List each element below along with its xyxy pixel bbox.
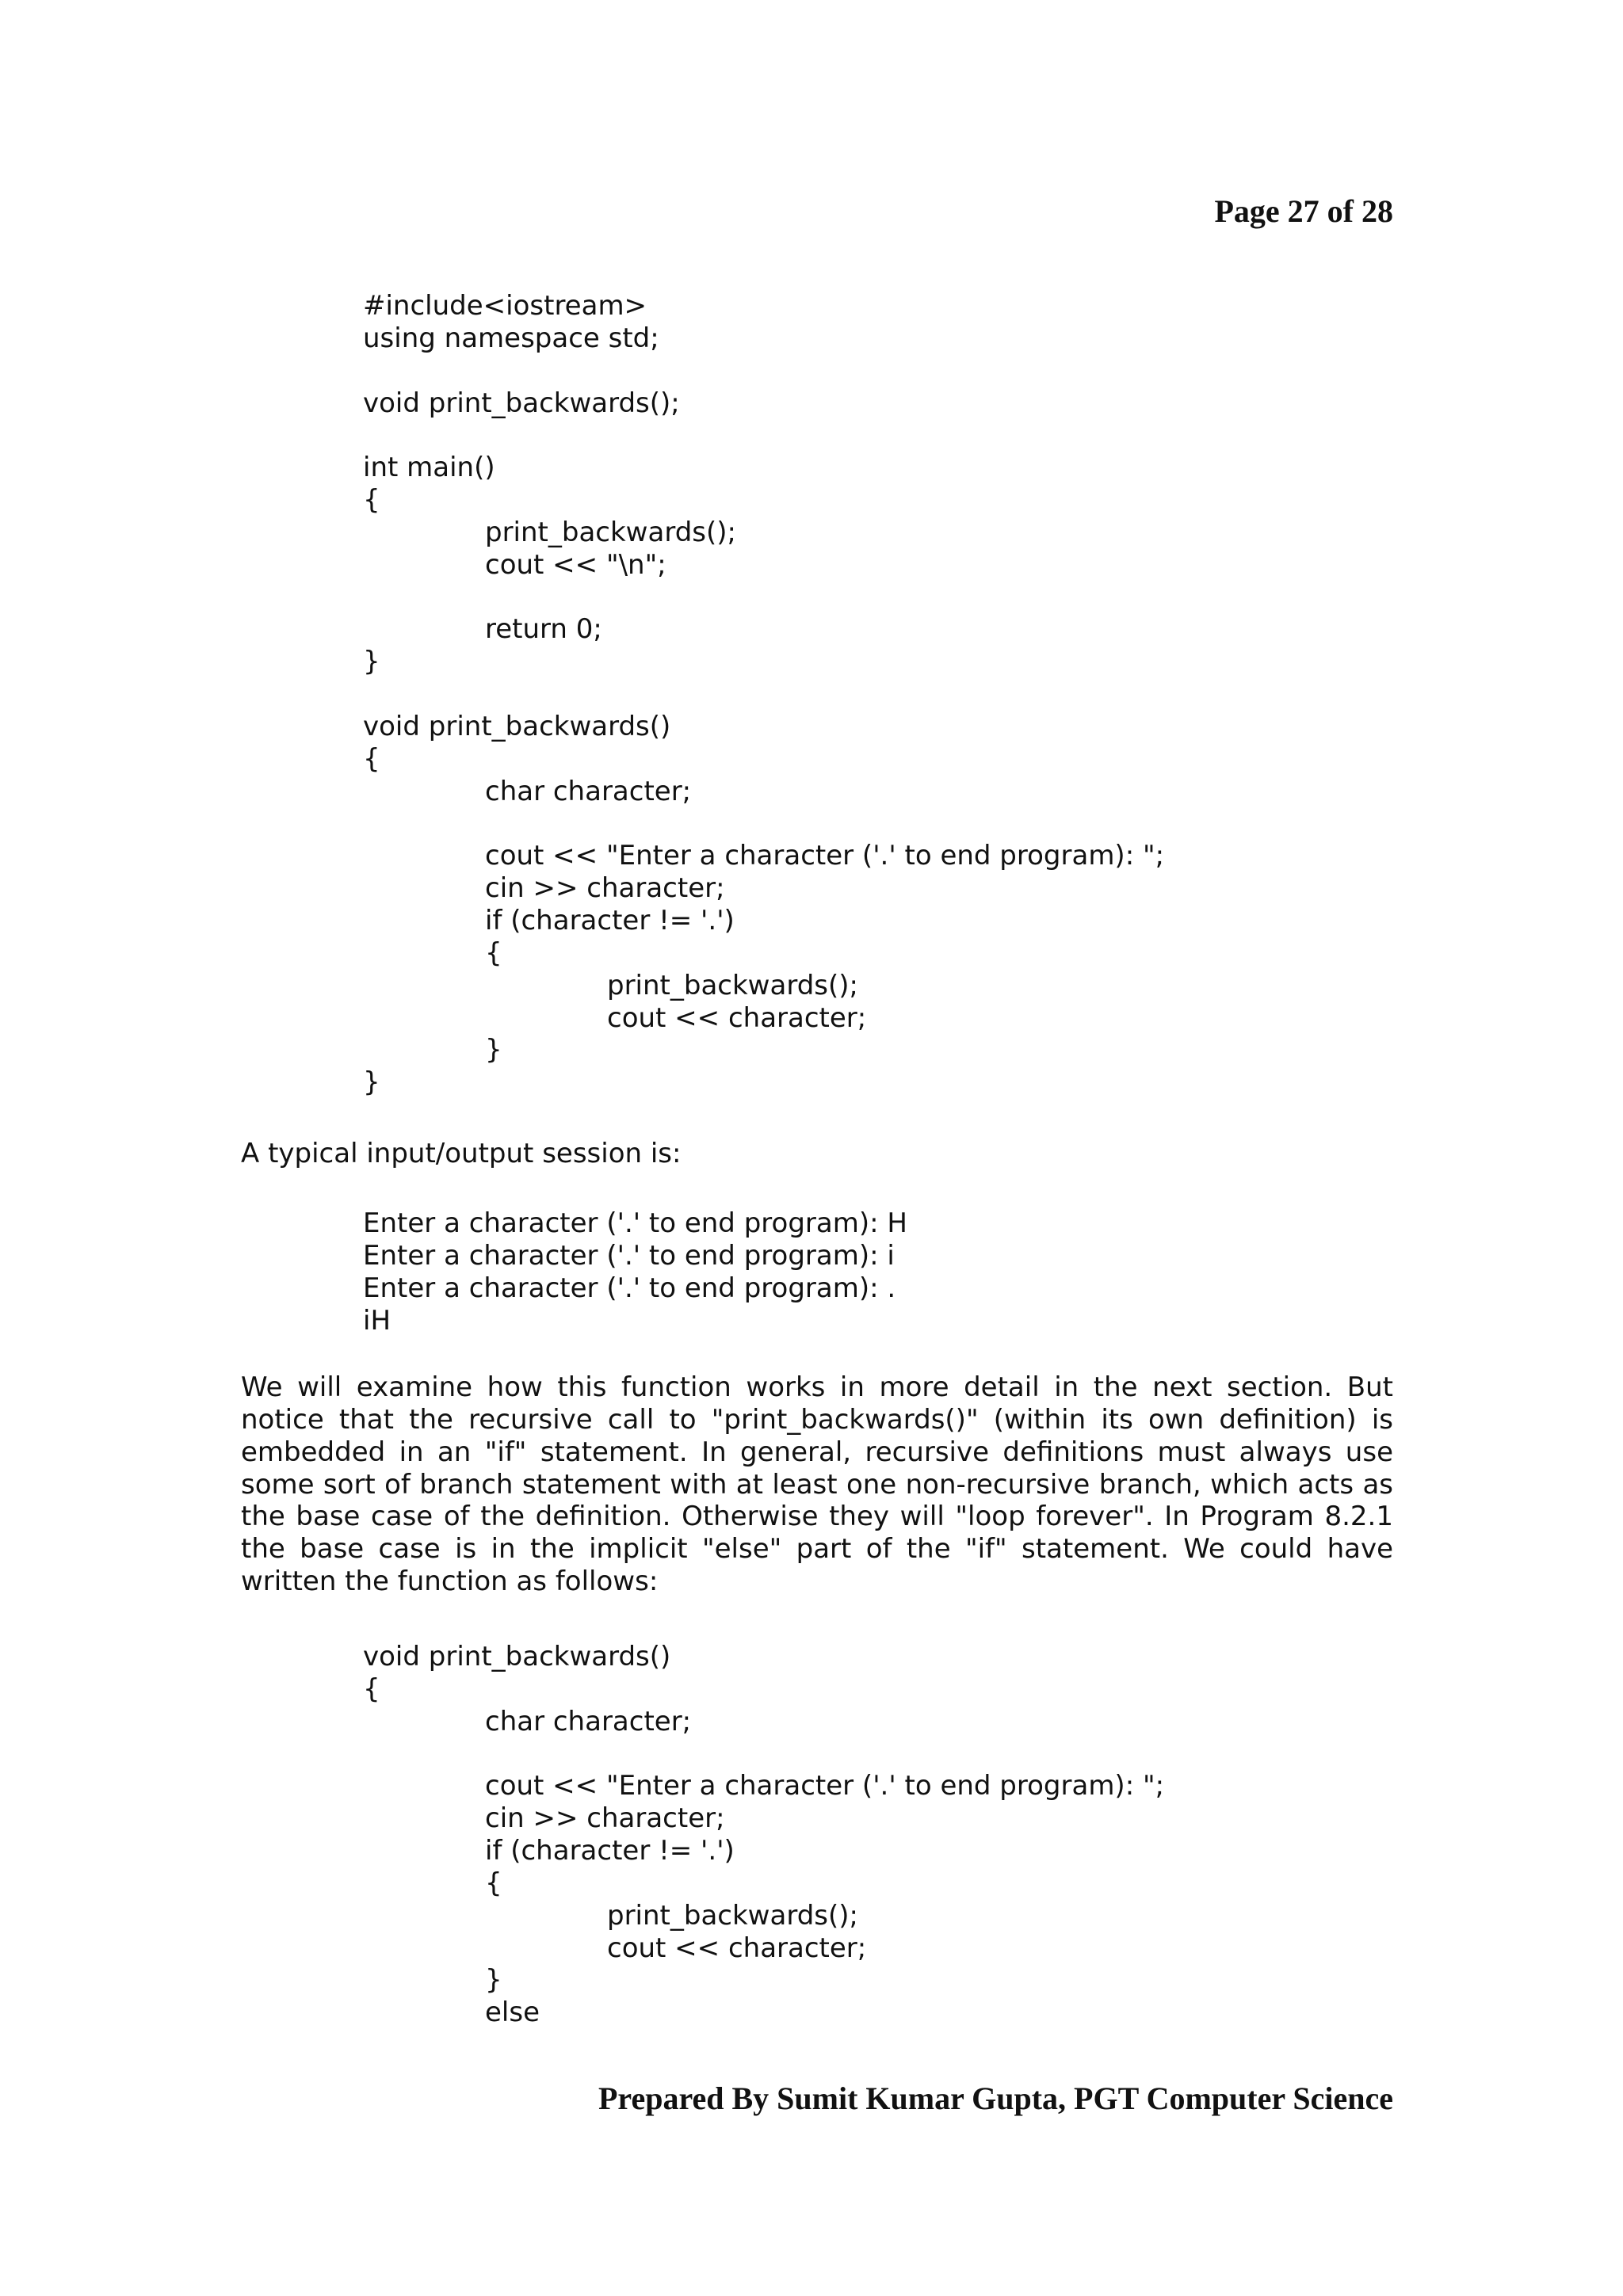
- session-intro: A typical input/output session is:: [241, 1138, 682, 1169]
- code-line: void print_backwards(): [363, 710, 671, 742]
- code-line: cout << "Enter a character ('.' to end program): ";: [485, 1770, 1165, 1802]
- paragraph-line: notice that the recursive call to "print_backwards()" (within its own definition) is: [241, 1403, 1393, 1436]
- code-blank-line: [363, 419, 1164, 452]
- paragraph-line: the base case of the definition. Otherwise they will "loop forever". In Program 8.2.1: [241, 1501, 1393, 1533]
- output-line: Enter a character ('.' to end program): H: [363, 1207, 907, 1239]
- paragraph-line: some sort of branch statement with at least one non-recursive branch, which acts as: [241, 1468, 1393, 1501]
- code-line: }: [363, 1066, 380, 1099]
- code-line: {: [485, 936, 502, 969]
- code-line: cout << character;: [607, 1932, 867, 1964]
- footer-credit: Prepared By Sumit Kumar Gupta, PGT Computer Science: [598, 2081, 1393, 2116]
- code-line: }: [485, 1034, 502, 1066]
- code-line: {: [363, 484, 380, 517]
- code-line: {: [363, 1672, 380, 1705]
- output-line: Enter a character ('.' to end program): i: [363, 1239, 895, 1272]
- code-line: print_backwards();: [607, 969, 858, 1001]
- output-line: Enter a character ('.' to end program): .: [363, 1272, 896, 1304]
- code-line: cin >> character;: [485, 872, 725, 905]
- code-line: using namespace std;: [363, 322, 659, 354]
- code-line: print_backwards();: [607, 1899, 858, 1932]
- code-line: char character;: [485, 1705, 692, 1737]
- session-output: [363, 1207, 907, 1337]
- code-line: {: [485, 1867, 502, 1899]
- code-block-program: [363, 290, 1164, 1099]
- code-line: if (character != '.'): [485, 905, 735, 937]
- code-blank-line: [363, 808, 1164, 841]
- code-blank-line: [363, 355, 1164, 387]
- code-line: void print_backwards();: [363, 387, 680, 419]
- code-line: int main(): [363, 452, 495, 484]
- paragraph-line: We will examine how this function works in more detail in the next section. But: [241, 1371, 1393, 1403]
- paragraph-line: the base case is in the implicit "else" part of the "if" statement. We could have: [241, 1533, 1393, 1566]
- code-line: char character;: [485, 775, 692, 807]
- code-line: }: [363, 646, 380, 678]
- output-line: iH: [363, 1304, 391, 1337]
- paragraph-line: written the function as follows:: [241, 1566, 659, 1598]
- paragraph-line: embedded in an "if" statement. In general, recursive definitions must always use: [241, 1436, 1393, 1468]
- page-number: Page 27 of 28: [1214, 193, 1393, 229]
- code-line: if (character != '.'): [485, 1835, 735, 1867]
- code-line: else: [485, 1997, 540, 2029]
- code-blank-line: [363, 1738, 1164, 1771]
- code-line: void print_backwards(): [363, 1641, 671, 1672]
- code-line: return 0;: [485, 613, 602, 646]
- code-line: #include<iostream>: [363, 290, 647, 322]
- explanation-paragraph: [241, 1371, 1393, 1598]
- code-blank-line: [363, 678, 1164, 711]
- code-blank-line: [363, 582, 1164, 614]
- code-line: {: [363, 742, 380, 775]
- code-line: cout << "Enter a character ('.' to end program): ";: [485, 840, 1165, 872]
- code-line: cout << "\n";: [485, 548, 666, 581]
- code-line: cin >> character;: [485, 1802, 725, 1835]
- code-block-rewritten: [363, 1641, 1164, 2029]
- code-line: }: [485, 1964, 502, 1997]
- code-line: print_backwards();: [485, 516, 736, 548]
- code-line: cout << character;: [607, 1001, 867, 1034]
